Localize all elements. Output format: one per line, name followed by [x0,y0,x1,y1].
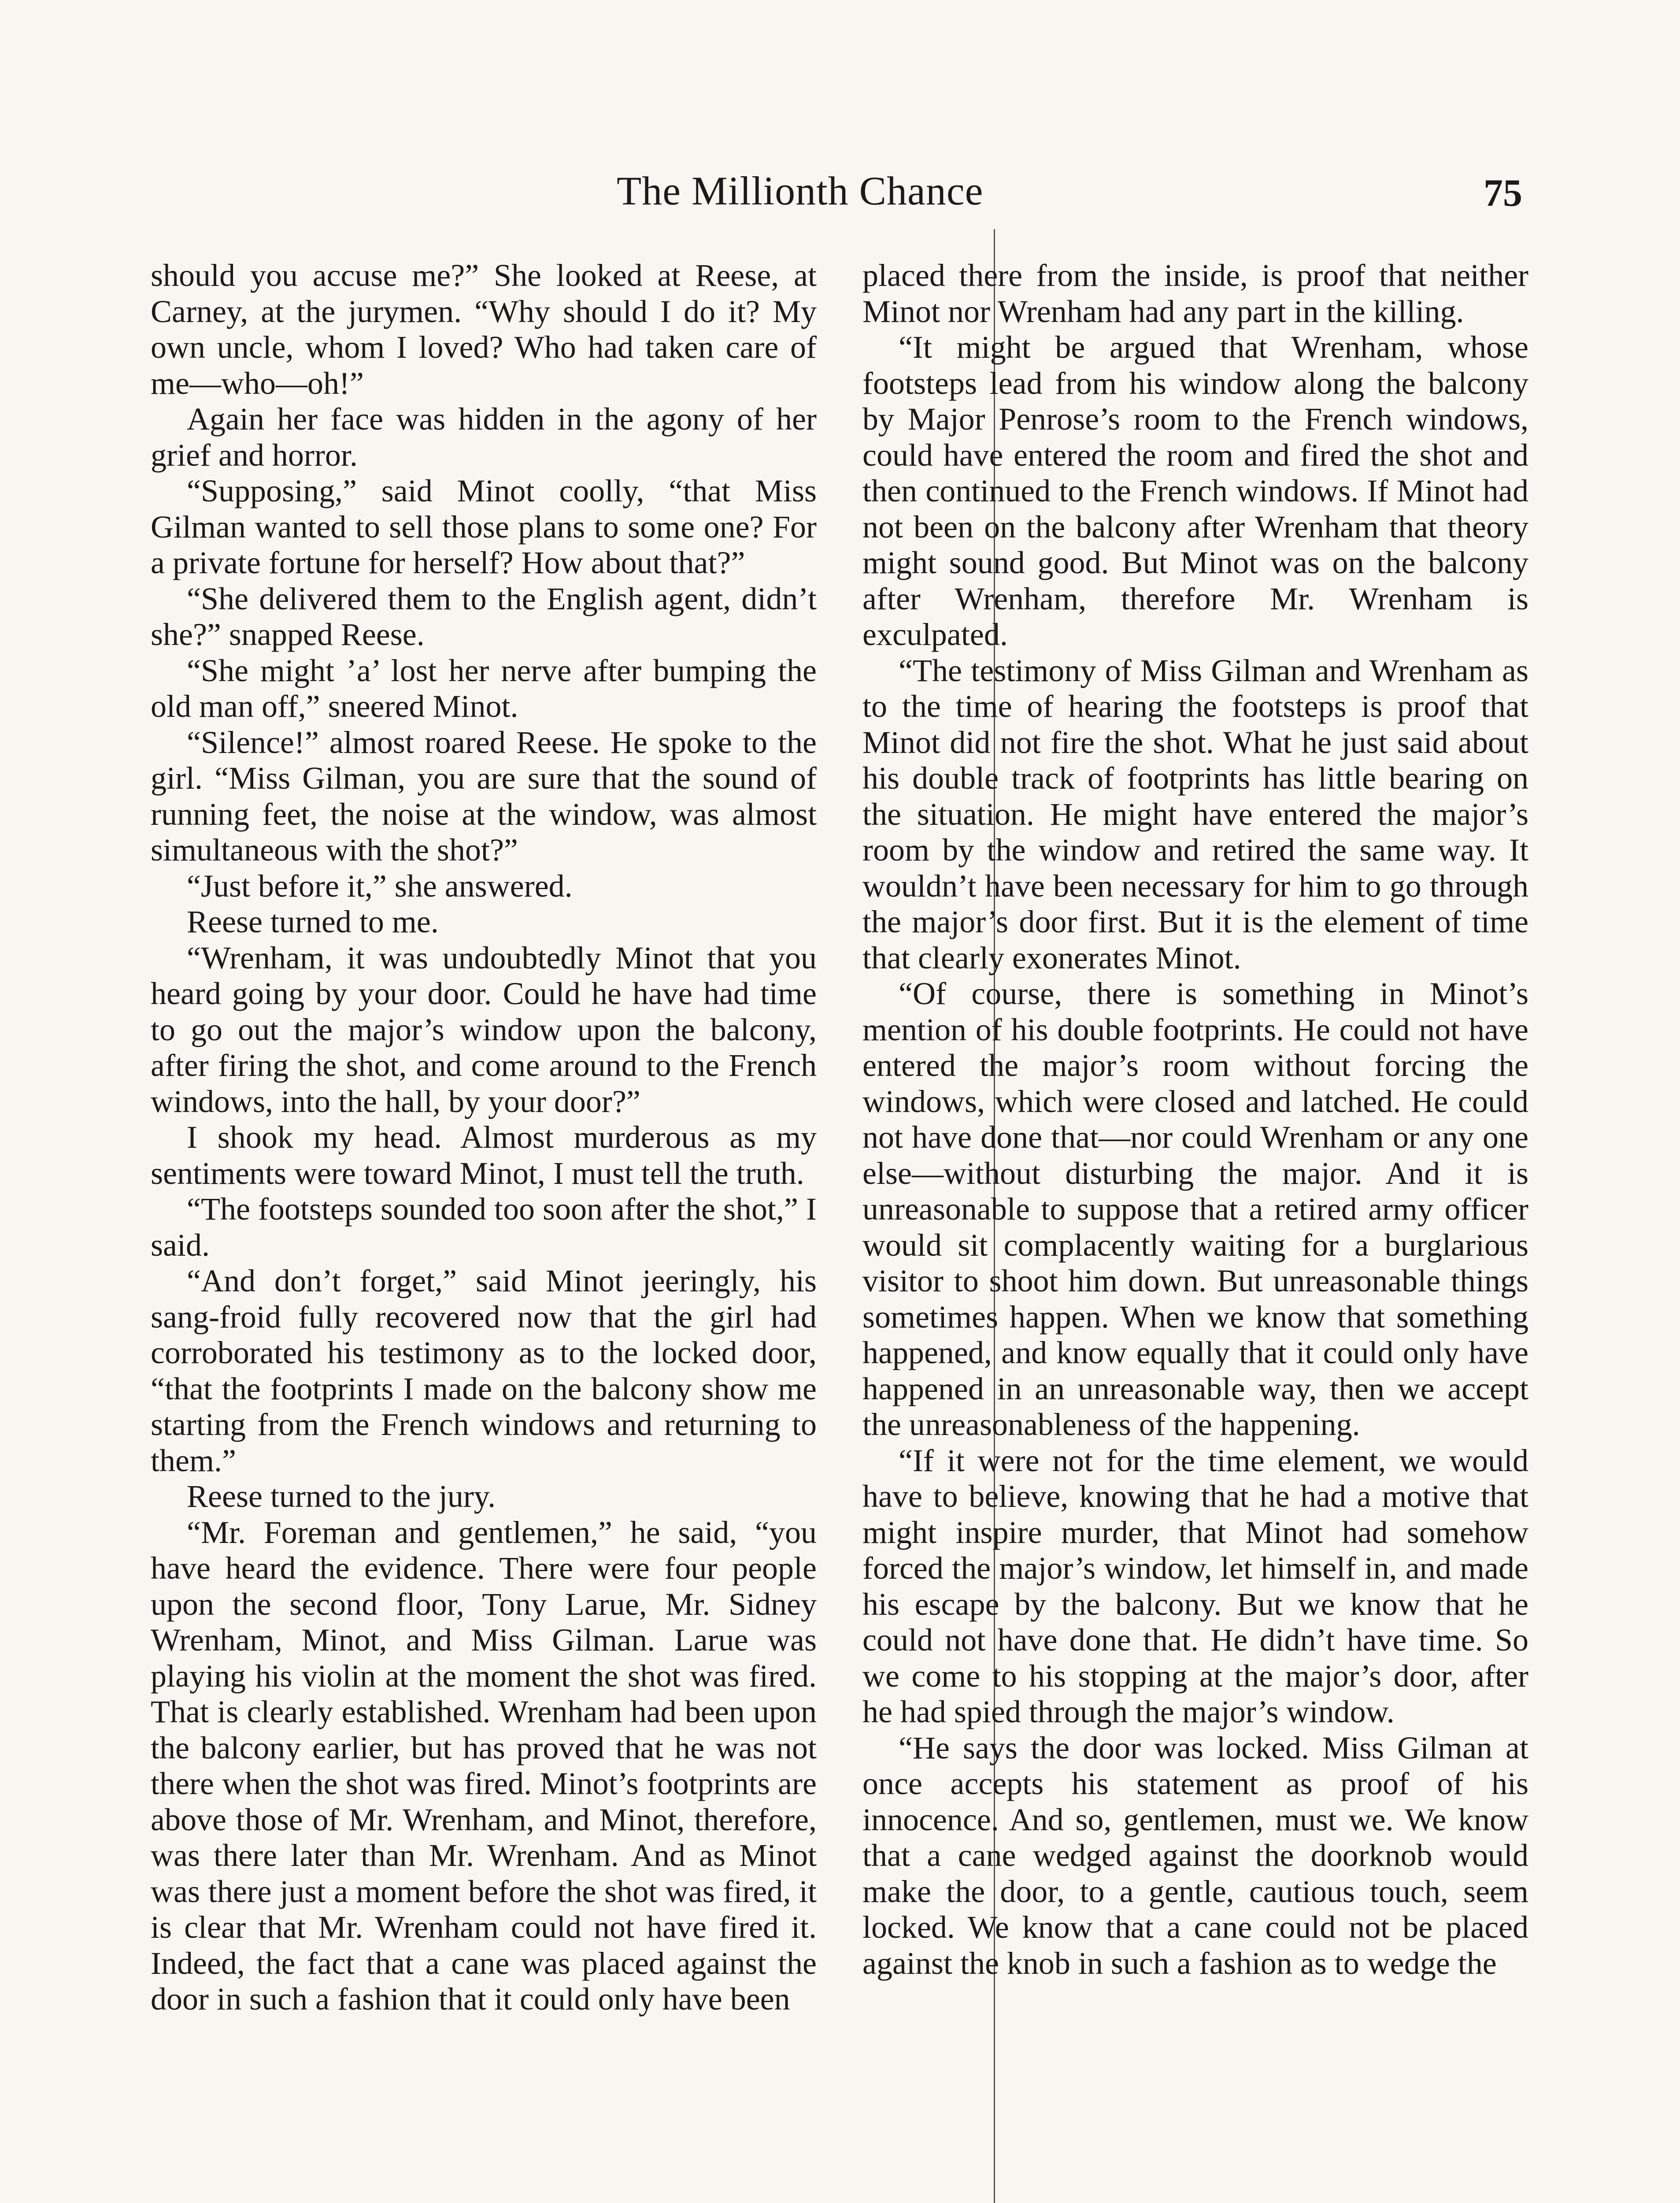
page-number: 75 [1484,172,1522,215]
paragraph: “It might be argued that Wrenham, whose footsteps lead from his window along the balcony by Major Penrose’s room to the French windows, could have entered the room and fired the shot and then continued to the French windows. If Minot had not been on the balcony after Wrenham that theory might sound good. But Minot was on the balcony after Wrenham, therefore Mr. Wrenham is exculpated. [862,330,1528,652]
paragraph: “Supposing,” said Minot coolly, “that Miss Gilman wanted to sell those plans to some one? For a private fortune for herself? How about that?” [151,473,817,580]
paragraph: should you accuse me?” She looked at Reese, at Carney, at the jurymen. “Why should I do it? My own uncle, whom I loved? Who had taken care of me—who—oh!” [151,258,817,401]
paragraph: “Wrenham, it was undoubtedly Minot that you heard going by your door. Could he have had time to go out the major’s window upon the balcony, after firing the shot, and come around to the French windows, into the hall, by your door?” [151,940,817,1119]
page-header [0,167,1680,225]
paragraph: “If it were not for the time element, we would have to believe, knowing that he had a motive that might inspire murder, that Minot had somehow forced the major’s window, let himself in, and made his escape by the balcony. But we know that he could not have done that. He didn’t have time. So we come to his stopping at the major’s door, after he had spied through the major’s window. [862,1443,1528,1729]
running-title: The Millionth Chance [617,168,984,213]
paragraph: “Silence!” almost roared Reese. He spoke to the girl. “Miss Gilman, you are sure that the sound of running feet, the noise at the window, was almost simultaneous with the shot?” [151,724,817,868]
paragraph: Again her face was hidden in the agony of her grief and horror. [151,401,817,473]
right-column [862,258,1528,2203]
paragraph: “And don’t forget,” said Minot jeeringly, his sang-froid fully recovered now that the girl had corroborated his testimony as to the locked door, “that the footprints I made on the balcony show me starting from the French windows and returning to them.” [151,1263,817,1478]
paragraph: “The testimony of Miss Gilman and Wrenham as to the time of hearing the footsteps is proof that Minot did not fire the shot. What he just said about his double track of footprints has little bearing on the situation. He might have entered the major’s room by the window and retired the same way. It wouldn’t have been necessary for him to go through the major’s door first. But it is the element of time that clearly exonerates Minot. [862,653,1528,975]
paragraph: “Mr. Foreman and gentlemen,” he said, “you have heard the evidence. There were four people upon the second floor, Tony Larue, Mr. Sidney Wrenham, Minot, and Miss Gilman. Larue was playing his violin at the moment the shot was fired. That is clearly established. Wrenham had been upon the balcony earlier, but has proved that he was not there when the shot was fired. Minot’s footprints are above those of Mr. Wrenham, and Minot, therefore, was there later than Mr. Wrenham. And as Minot was there just a moment before the shot was fired, it is clear that Mr. Wrenham could not have fired it. Indeed, the fact that a cane was placed against the door in such a fashion that it could only have been [151,1514,817,2017]
paragraph: I shook my head. Almost murderous as my sentiments were toward Minot, I must tell the truth. [151,1120,817,1191]
paragraph: Reese turned to me. [187,904,439,939]
paragraph: “Just before it,” she answered. [187,868,573,904]
paragraph: “Of course, there is something in Minot’s mention of his double footprints. He could not have entered the major’s room without forcing the windows, which were closed and latched. He could not have done that—nor could Wrenham or any one else—without disturbing the major. And it is unreasonable to suppose that a retired army officer would sit complacently waiting for a burglarious visitor to shoot him down. But unreasonable things sometimes happen. When we know that something happened, and know equally that it could only have happened in an unreasonable way, then we accept the unreasonableness of the happening. [862,976,1528,1442]
paragraph: “She delivered them to the English agent, didn’t she?” snapped Reese. [151,581,817,652]
paragraph: Reese turned to the jury. [187,1479,496,1514]
paragraph: “He says the door was locked. Miss Gilman at once accepts his statement as proof of his innocence. And so, gentlemen, must we. We know that a cane wedged against the doorknob would make the door, to a gentle, cautious touch, seem locked. We know that a cane could not be placed against the knob in such a fashion as to wedge the [862,1730,1528,1981]
paragraph: “She might ’a’ lost her nerve after bumping the old man off,” sneered Minot. [151,653,817,724]
paragraph: “The footsteps sounded too soon after the shot,” I said. [151,1191,817,1263]
left-column [151,258,817,2203]
paragraph: placed there from the inside, is proof that neither Minot nor Wrenham had any part in the killing. [862,258,1528,329]
